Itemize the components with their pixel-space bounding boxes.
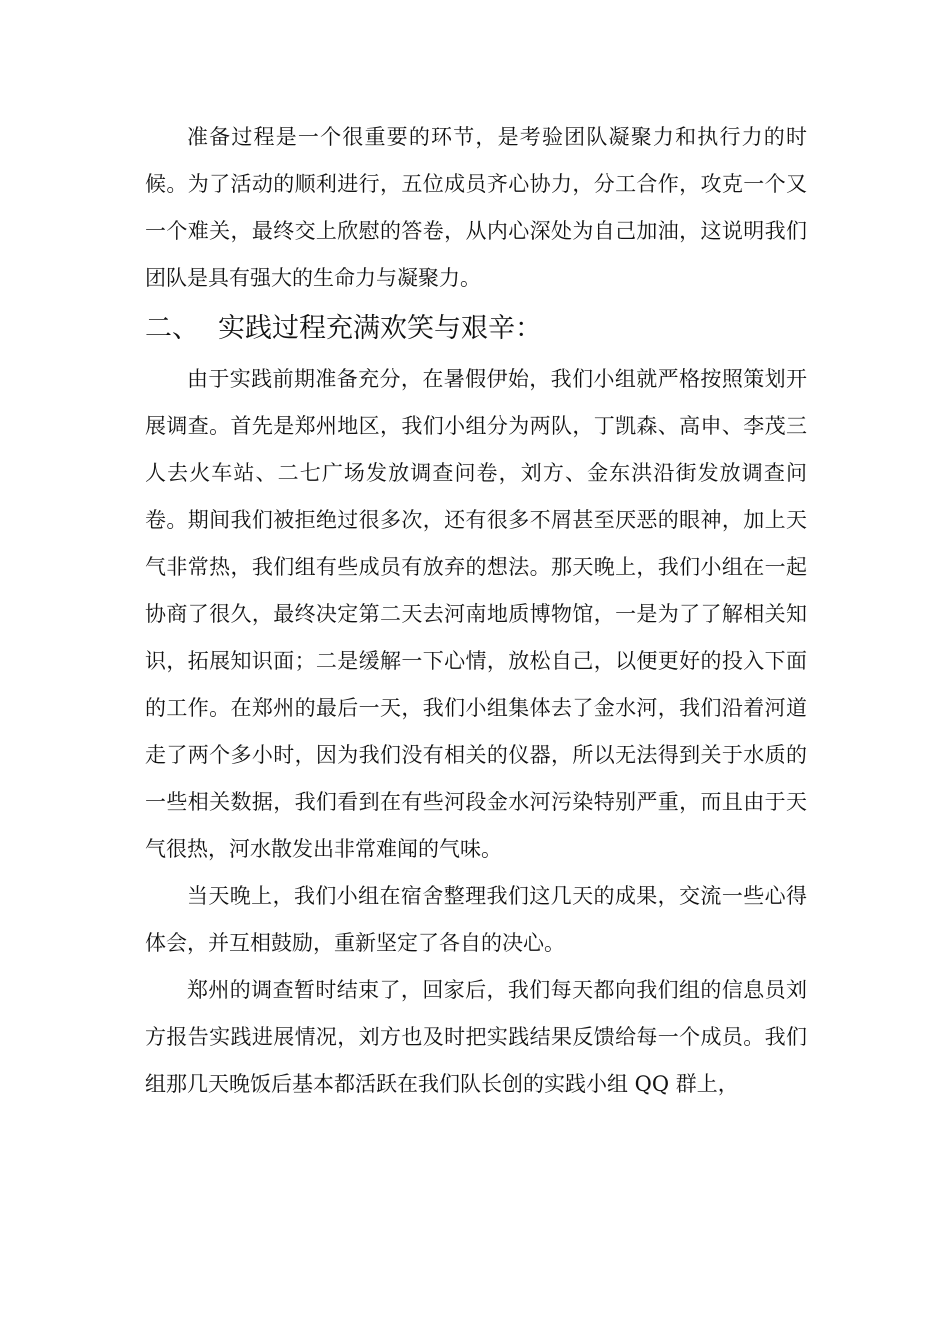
paragraph-practice: 由于实践前期准备充分，在暑假伊始，我们小组就严格按照策划开展调查。首先是郑州地区，我们小组分为两队，丁凯森、高申、李茂三人去火车站、二七广场发放调查问卷，刘方、金东洪沿街发放调查问卷。期间我们被拒绝过很多次，还有很多不屑甚至厌恶的眼神，加上天气非常热，我们组有些成员有放弃的想法。那天晚上，我们小组在一起协商了很久，最终决定第二天去河南地质博物馆，一是为了了解相关知识，拓展知识面；二是缓解一下心情，放松自己，以便更好的投入下面的工作。在郑州的最后一天，我们小组集体去了金水河，我们沿着河道走了两个多小时，因为我们没有相关的仪器，所以无法得到关于水质的一些相关数据，我们看到在有些河段金水河污染特别严重，而且由于天气很热，河水散发出非常难闻的气味。 [145, 367, 807, 861]
section-title: 实践过程充满欢笑与艰辛： [218, 313, 542, 344]
section-heading [145, 302, 807, 356]
paragraph-preparation: 准备过程是一个很重要的环节，是考验团队凝聚力和执行力的时候。为了活动的顺利进行，五位成员齐心协力，分工合作，攻克一个又一个难关，最终交上欣慰的答卷，从内心深处为自己加油，这说明我们团队是具有强大的生命力与凝聚力。 [145, 125, 807, 290]
paragraph-evening: 当天晚上，我们小组在宿舍整理我们这几天的成果，交流一些心得体会，并互相鼓励，重新坚定了各自的决心。 [145, 884, 807, 955]
document-body [145, 114, 807, 1108]
paragraph-after-return: 郑州的调查暂时结束了，回家后，我们每天都向我们组的信息员刘方报告实践进展情况，刘方也及时把实践结果反馈给每一个成员。我们组那几天晚饭后基本都活跃在我们队长创的实践小组 QQ 群上， [145, 978, 807, 1096]
section-number: 二、 [145, 313, 199, 344]
